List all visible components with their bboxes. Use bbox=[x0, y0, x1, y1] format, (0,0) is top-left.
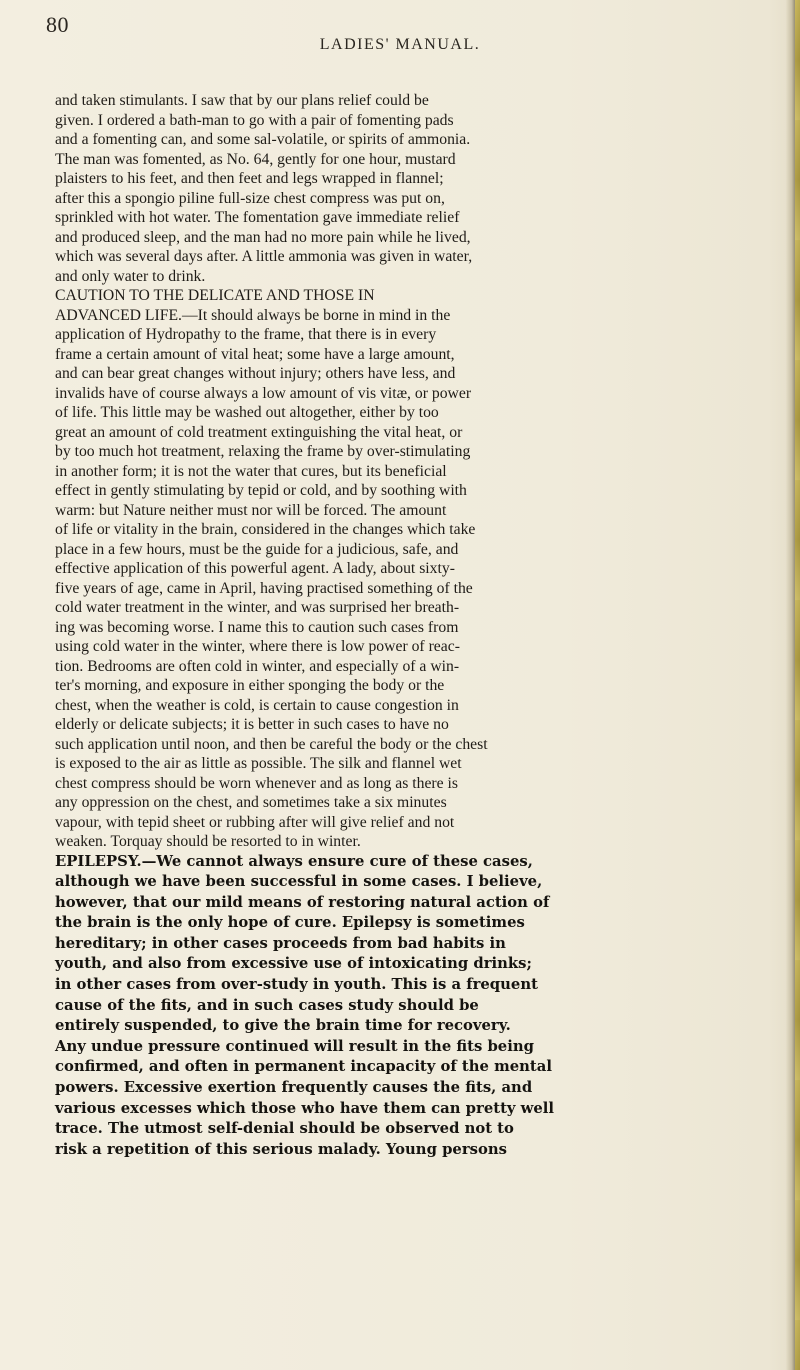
text-line: five years of age, came in April, having practised something of the bbox=[55, 579, 473, 597]
text-line: invalids have of course always a low amount of vis vitæ, or power bbox=[55, 384, 472, 402]
text-line: place in a few hours, must be the guide for a judicious, safe, and bbox=[55, 540, 459, 558]
text-line: and can bear great changes without injury; others have less, and bbox=[55, 365, 456, 382]
epilepsy-line: youth, and also from excessive use of intoxicating drinks; bbox=[55, 955, 532, 973]
text-line: effect in gently stimulating by tepid or cold, and by soothing with bbox=[55, 482, 467, 499]
text-line: great an amount of cold treatment extinguishing the vital heat, or bbox=[55, 423, 463, 441]
text-line: cold water treatment in the winter, and was surprised her breath- bbox=[55, 599, 460, 616]
text-line: chest, when the weather is cold, is certain to cause congestion in bbox=[55, 696, 459, 714]
text-line: ing was becoming worse. I name this to caution such cases from bbox=[55, 618, 459, 636]
epilepsy-line: confirmed, and often in permanent incapacity of the mental bbox=[55, 1058, 552, 1076]
page-body bbox=[55, 91, 755, 1160]
text-line: any oppression on the chest, and sometimes take a six minutes bbox=[55, 794, 447, 811]
epilepsy-line: entirely suspended, to give the brain time for recovery. bbox=[55, 1017, 511, 1035]
text-line: vapour, with tepid sheet or rubbing after will give relief and not bbox=[55, 813, 455, 831]
text-line: elderly or delicate subjects; it is better in such cases to have no bbox=[55, 716, 449, 733]
text-line: in another form; it is not the water that cures, but its beneficial bbox=[55, 462, 447, 480]
text-line: ter's morning, and exposure in either sponging the body or the bbox=[55, 677, 445, 694]
epilepsy-line: hereditary; in other cases proceeds from bad habits in bbox=[55, 934, 506, 952]
text-line: tion. Bedrooms are often cold in winter, and especially of a win- bbox=[55, 657, 460, 675]
running-title: LADIES' MANUAL. bbox=[319, 36, 481, 53]
epilepsy-line: although we have been successful in some cases. I believe, bbox=[55, 873, 543, 891]
text-line: and a fomenting can, and some sal-volatile, or spirits of ammonia. bbox=[55, 131, 471, 148]
text-line: of life or vitality in the brain, considered in the changes which take bbox=[55, 521, 476, 538]
text-line: such application until noon, and then be careful the body or the chest bbox=[55, 735, 488, 753]
epilepsy-line: in other cases from over-study in youth. This is a frequent bbox=[55, 976, 538, 994]
text-line: and taken stimulants. I saw that by our plans relief could be bbox=[55, 92, 429, 109]
text-line: warm: but Nature neither must nor will be forced. The amount bbox=[55, 501, 447, 519]
epilepsy-line: the brain is the only hope of cure. Epilepsy is sometimes bbox=[55, 914, 525, 932]
text-line: plaisters to his feet, and then feet and legs wrapped in flannel; bbox=[55, 170, 444, 187]
text-line: effective application of this powerful agent. A lady, about sixty- bbox=[55, 560, 455, 577]
binding-edge bbox=[795, 0, 800, 1370]
epilepsy-line: powers. Excessive exertion frequently causes the fits, and bbox=[55, 1079, 533, 1097]
epilepsy-line: Any undue pressure continued will result in the fits being bbox=[55, 1037, 534, 1055]
text-line: chest compress should be worn whenever and as long as there is bbox=[55, 774, 458, 792]
epilepsy-line: however, that our mild means of restoring natural action of bbox=[55, 893, 550, 911]
text-line: weaken. Torquay should be resorted to in winter. bbox=[55, 833, 361, 850]
text-line: is exposed to the air as little as possible. The silk and flannel wet bbox=[55, 755, 462, 772]
text-line: sprinkled with hot water. The fomentation gave immediate relief bbox=[55, 209, 460, 226]
text-line: application of Hydropathy to the frame, that there is in every bbox=[55, 326, 437, 343]
text-line: of life. This little may be washed out altogether, either by too bbox=[55, 404, 439, 421]
text-line: which was several days after. A little ammonia was given in water, bbox=[55, 248, 473, 265]
text-line: by too much hot treatment, relaxing the frame by over-stimulating bbox=[55, 443, 471, 460]
epilepsy-line: various excesses which those who have them can pretty well bbox=[55, 1099, 555, 1117]
page-number: 80 bbox=[46, 12, 69, 37]
epilepsy-line: risk a repetition of this serious malady. Young persons bbox=[55, 1140, 507, 1158]
section-heading: CAUTION TO THE DELICATE AND THOSE IN bbox=[55, 287, 375, 304]
epilepsy-line: EPILEPSY.—We cannot always ensure cure of these cases, bbox=[55, 852, 533, 870]
text-line: The man was fomented, as No. 64, gently for one hour, mustard bbox=[55, 150, 456, 168]
text-line: and only water to drink. bbox=[55, 267, 206, 285]
text-line: using cold water in the winter, where there is low power of reac- bbox=[55, 638, 460, 655]
text-line: given. I ordered a bath-man to go with a pair of fomenting pads bbox=[55, 111, 454, 129]
text-line: frame a certain amount of vital heat; some have a large amount, bbox=[55, 345, 455, 363]
epilepsy-line: trace. The utmost self-denial should be observed not to bbox=[55, 1120, 514, 1138]
epilepsy-line: cause of the fits, and in such cases study should be bbox=[55, 996, 479, 1014]
text-line: after this a spongio piline full-size chest compress was put on, bbox=[55, 189, 445, 207]
text-line: ADVANCED LIFE.—It should always be borne in mind in the bbox=[55, 306, 451, 324]
text-line: and produced sleep, and the man had no more pain while he lived, bbox=[55, 228, 471, 246]
